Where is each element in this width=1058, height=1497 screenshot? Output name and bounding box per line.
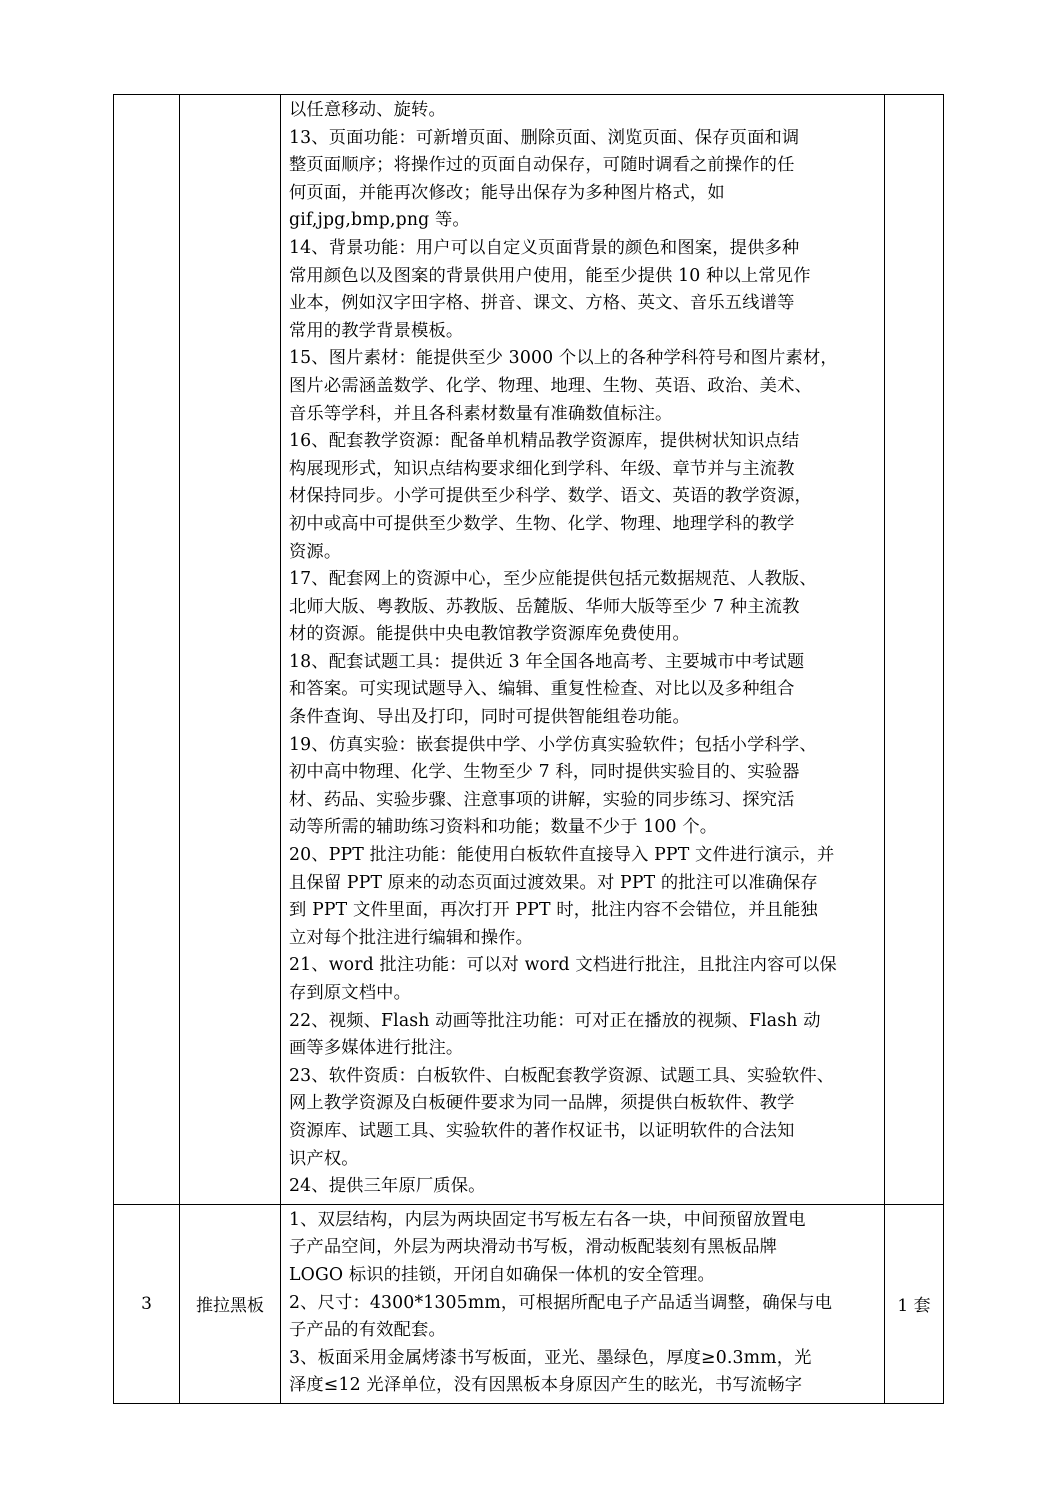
- spec-line: 北师大版、粤教版、苏教版、岳麓版、华师大版等至少 7 种主流教: [289, 596, 800, 617]
- spec-line: 存到原文档中。: [289, 983, 412, 1003]
- spec-line: 初中高中物理、化学、生物至少 7 科，同时提供实验目的、实验器: [289, 762, 800, 783]
- spec-text-cell: [281, 95, 885, 1205]
- spec-line: 材的资源。能提供中央电教馆教学资源库免费使用。: [289, 624, 690, 645]
- spec-line: 1、双层结构，内层为两块固定书写板左右各一块，中间预留放置电: [289, 1209, 806, 1230]
- spec-line: 动等所需的辅助练习资料和功能；数量不少于 100 个。: [289, 817, 718, 838]
- spec-line: 网上教学资源及白板硬件要求为同一品牌，须提供白板软件、教学: [289, 1093, 795, 1114]
- spec-line: 子产品的有效配套。: [289, 1320, 446, 1341]
- spec-line: 14、背景功能：用户可以自定义页面背景的颜色和图案，提供多种: [289, 237, 800, 258]
- spec-line: 材、药品、实验步骤、注意事项的讲解，实验的同步练习、探究活: [289, 789, 795, 810]
- spec-line: 立对每个批注进行编辑和操作。: [289, 927, 534, 948]
- spec-line: 15、图片素材：能提供至少 3000 个以上的各种学科符号和图片素材，: [289, 348, 838, 369]
- quantity-cell: [885, 95, 944, 1205]
- table-row: [114, 95, 944, 1205]
- spec-line: 17、配套网上的资源中心，至少应能提供包括元数据规范、人教版、: [289, 569, 817, 590]
- spec-line: 画等多媒体进行批注。: [289, 1038, 464, 1059]
- spec-table: [113, 94, 944, 1404]
- spec-line: 20、PPT 批注功能：能使用白板软件直接导入 PPT 文件进行演示，并: [289, 845, 835, 866]
- spec-line: 资源。: [289, 541, 342, 562]
- spec-line: 22、视频、Flash 动画等批注功能：可对正在播放的视频、Flash 动: [289, 1010, 821, 1031]
- spec-line: 和答案。可实现试题导入、编辑、重复性检查、对比以及多种组合: [289, 679, 795, 700]
- spec-line: 子产品空间，外层为两块滑动书写板，滑动板配装刻有黑板品牌: [289, 1237, 778, 1258]
- spec-line: 泽度≤12 光泽单位，没有因黑板本身原因产生的眩光，书写流畅字: [289, 1375, 803, 1396]
- spec-line: 构展现形式，知识点结构要求细化到学科、年级、章节并与主流教: [289, 458, 795, 479]
- spec-line: 初中或高中可提供至少数学、生物、化学、物理、地理学科的教学: [289, 513, 795, 534]
- spec-line: 资源库、试题工具、实验软件的著作权证书，以证明软件的合法知: [289, 1120, 795, 1141]
- item-name-cell: [180, 95, 281, 1205]
- spec-line: 材保持同步。小学可提供至少科学、数学、语文、英语的教学资源，: [289, 486, 812, 507]
- spec-line: 24、提供三年原厂质保。: [289, 1176, 486, 1197]
- spec-line: 常用颜色以及图案的背景供用户使用，能至少提供 10 种以上常见作: [289, 265, 811, 286]
- spec-line: 18、配套试题工具：提供近 3 年全国各地高考、主要城市中考试题: [289, 651, 805, 672]
- spec-line: 3、板面采用金属烤漆书写板面，亚光、墨绿色，厚度≥0.3mm，光: [289, 1347, 812, 1368]
- spec-line: 16、配套教学资源：配备单机精品教学资源库，提供树状知识点结: [289, 431, 800, 452]
- table-row: [114, 1204, 944, 1403]
- item-index-cell: 3: [114, 1204, 180, 1403]
- spec-line: 整页面顺序；将操作过的页面自动保存，可随时调看之前操作的任: [289, 155, 795, 176]
- spec-line: 且保留 PPT 原来的动态页面过渡效果。对 PPT 的批注可以准确保存: [289, 872, 818, 893]
- quantity-cell: 1 套: [885, 1204, 944, 1403]
- spec-line: 识产权。: [289, 1148, 359, 1169]
- spec-line: LOGO 标识的挂锁，开闭自如确保一体机的安全管理。: [289, 1264, 715, 1285]
- spec-text-cell: [281, 1204, 885, 1403]
- spec-line: 2、尺寸：4300*1305mm，可根据所配电子产品适当调整，确保与电: [289, 1292, 833, 1313]
- item-index-cell: [114, 95, 180, 1205]
- spec-line: 19、仿真实验：嵌套提供中学、小学仿真实验软件；包括小学科学、: [289, 734, 817, 755]
- spec-line: 21、word 批注功能：可以对 word 文档进行批注，且批注内容可以保: [289, 955, 837, 976]
- spec-line: 常用的教学背景模板。: [289, 320, 464, 341]
- spec-line: 以任意移动、旋转。: [289, 100, 446, 120]
- spec-line: 条件查询、导出及打印，同时可提供智能组卷功能。: [289, 707, 690, 728]
- spec-line: gif,jpg,bmp,png 等。: [289, 210, 470, 231]
- spec-line: 13、页面功能：可新增页面、删除页面、浏览页面、保存页面和调: [289, 127, 800, 148]
- spec-line: 图片必需涵盖数学、化学、物理、地理、生物、英语、政治、美术、: [289, 375, 812, 396]
- spec-line: 业本，例如汉字田字格、拼音、课文、方格、英文、音乐五线谱等: [289, 293, 795, 314]
- spec-line: 23、软件资质：白板软件、白板配套教学资源、试题工具、实验软件、: [289, 1065, 835, 1086]
- item-name-cell: 推拉黑板: [180, 1204, 281, 1403]
- spec-line: 音乐等学科，并且各科素材数量有准确数值标注。: [289, 403, 673, 424]
- spec-line: 到 PPT 文件里面，再次打开 PPT 时，批注内容不会错位，并且能独: [289, 900, 818, 921]
- spec-line: 何页面，并能再次修改；能导出保存为多种图片格式，如: [289, 182, 725, 203]
